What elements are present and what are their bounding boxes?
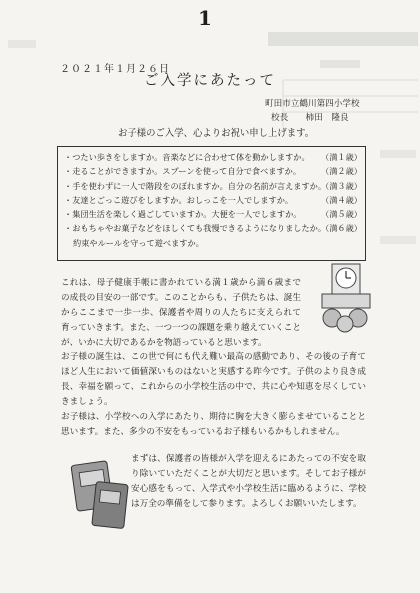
milestone-text: ・友達とごっこ遊びをしますか。おしっこを一人でしますか。 xyxy=(64,194,294,205)
milestone-item xyxy=(64,179,365,193)
principal-name: 校長 柿田 隆良 xyxy=(271,113,349,123)
document-date: ２０２１年１月２６日 xyxy=(60,64,170,75)
page-number: 1 xyxy=(198,6,212,30)
milestone-age: （満３歳） xyxy=(321,180,362,191)
milestone-item xyxy=(64,150,365,164)
paragraph-3: お子様は、小学校への入学にあたり、期待に胸を大きく膨らませていることと思います。また、多少の不安をもっているお子様もいるかもしれません。 xyxy=(61,412,366,437)
greeting-text: お子様のご入学、心よりお祝い申し上げます。 xyxy=(118,128,315,139)
milestone-box xyxy=(57,146,366,261)
paragraph-1: これは、母子健康手帳に書かれている満１歳から満６歳までの成長の目安の一部です。このことからも、子供たちは、誕生からここまで一歩一歩、保護者や周りの人たちに支えられて育っていきます。また、一つ一つの課題を乗り越えていくことが、いかに大切であるかを物語っていると思います。 xyxy=(61,278,301,348)
milestone-age: （満２歳） xyxy=(321,166,362,177)
milestone-text: ・手を使わずに一人で階段をのぼれますか。自分の名前が言えますか。 xyxy=(64,180,327,191)
milestone-item xyxy=(64,193,365,207)
milestone-item xyxy=(64,221,365,235)
milestone-age: （満４歳） xyxy=(321,194,362,205)
milestone-continuation: 約束やルールを守って遊べますか。 xyxy=(73,237,204,248)
milestone-age: （満６歳） xyxy=(321,223,362,234)
milestone-text: ・集団生活を楽しく過ごしていますか。大便を一人でしますか。 xyxy=(64,209,302,220)
milestone-text: ・おもちゃやお菓子などをほしくても我慢できるようになりましたか。 xyxy=(64,223,327,234)
milestone-text: ・走ることができますか。スプーンを使って自分で食べますか。 xyxy=(64,166,302,177)
milestone-age: （満５歳） xyxy=(321,209,362,220)
milestone-age: （満１歳） xyxy=(321,152,362,162)
paragraph-4: まずは、保護者の皆様が入学を迎えるにあたっての不安を取り除いていただくことが大切だと思います。そしてお子様が安心感をもって、入学式や小学校生活に臨めるように、学校は万全の準備をして参ります。よろしくお願いいたします。 xyxy=(131,454,366,509)
milestone-item xyxy=(64,164,365,178)
school-clock-illustration xyxy=(318,262,374,336)
milestone-item xyxy=(64,207,365,221)
school-bag-illustration xyxy=(68,453,130,533)
school-name: 町田市立鶴川第四小学校 xyxy=(265,99,360,109)
page-title: ご入学にあたって xyxy=(144,73,276,89)
paragraph-2: お子様の誕生は、この世で何にも代え難い最高の感動であり、その後の子育てほど人生において価値深いものはないと実感する昨今です。子供のより良き成長、幸福を願って、これからの小学校生活の中で、共に心や知恵を尽くしていきましょう。 xyxy=(61,352,366,407)
milestone-text: ・つたい歩きをしますか。音楽などに合わせて体を動かしますか。 xyxy=(64,152,310,162)
